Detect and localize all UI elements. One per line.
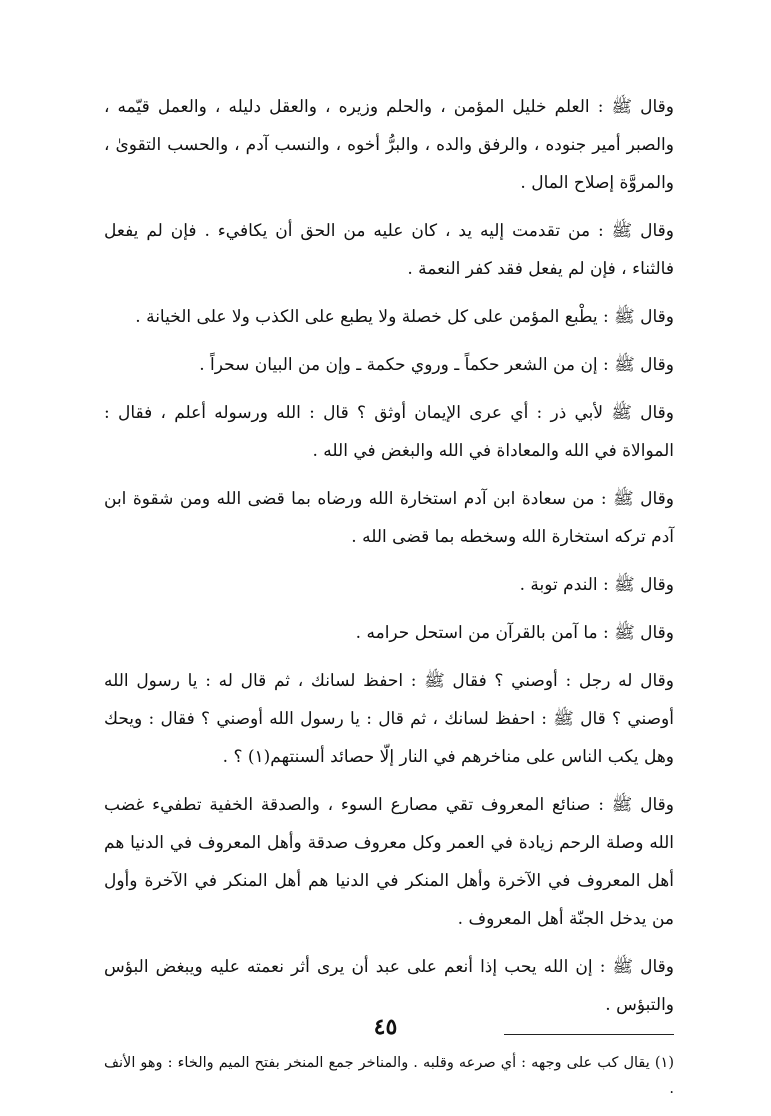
hadith-paragraph: وقال ﷺ : إن الله يحب إذا أنعم على عبد أن يرى أثر نعمته عليه ويبغض البؤس والتبؤس .: [104, 957, 674, 1015]
footnote: (١) يقال كب على وجهه : أي صرعه وقلبه . والمناخر جمع المنخر بفتح الميم والخاء : وهو الأنف .: [104, 1054, 674, 1097]
hadith-paragraph: وقال ﷺ : إن من الشعر حكماً ـ وروي حكمة ـ وإن من البيان سحراً .: [199, 355, 674, 375]
page-body: [104, 88, 674, 1116]
hadith-paragraph: وقال ﷺ : الندم توبة .: [519, 575, 674, 595]
hadith-paragraph: وقال ﷺ : العلم خليل المؤمن ، والحلم وزيره ، والعقل دليله ، والعمل قيّمه ، والصبر أمير جنوده ، والرفق والده ، والبرُّ أخوه ، والنسب آدم ، والحسب التقوىٰ ، والمروَّة إصلاح المال .: [104, 97, 674, 193]
hadith-paragraph: وقال ﷺ : من سعادة ابن آدم استخارة الله ورضاه بما قضى الله ومن شقوة ابن آدم تركه استخارة الله وسخطه بما قضى الله .: [104, 489, 674, 547]
hadith-paragraph: وقال ﷺ : يطْبع المؤمن على كل خصلة ولا يطبع على الكذب ولا على الخيانة .: [135, 307, 674, 327]
hadith-paragraph: وقال ﷺ : من تقدمت إليه يد ، كان عليه من الحق أن يكافيء . فإن لم يفعل فالثناء ، فإن لم يفعل فقد كفر النعمة .: [104, 221, 674, 279]
hadith-paragraph: وقال ﷺ لأبي ذر : أي عرى الإيمان أوثق ؟ قال : الله ورسوله أعلم ، فقال : الموالاة في الله والمعاداة في الله والبغض في الله .: [104, 403, 674, 461]
hadith-paragraph: وقال له رجل : أوصني ؟ فقال ﷺ : احفظ لسانك ، ثم قال له : يا رسول الله أوصني ؟ قال ﷺ : احفظ لسانك ، ثم قال : يا رسول الله أوصني ؟ فقال : ويحك وهل يكب الناس على مناخرهم في النار إلّا حصائد ألسنتهم(١) ؟ .: [104, 671, 674, 767]
hadith-paragraph: وقال ﷺ : صنائع المعروف تقي مصارع السوء ، والصدقة الخفية تطفيء غضب الله وصلة الرحم زيادة في العمر وكل معروف صدقة وأهل المعروف في الدنيا هم أهل المعروف في الآخرة وأهل المنكر في الدنيا هم أهل المنكر في الآخرة وأول من يدخل الجنّة أهل المعروف .: [104, 795, 674, 929]
hadith-paragraph: وقال ﷺ : ما آمن بالقرآن من استحل حرامه .: [355, 623, 674, 643]
page-number: ٤٥: [373, 1014, 398, 1040]
